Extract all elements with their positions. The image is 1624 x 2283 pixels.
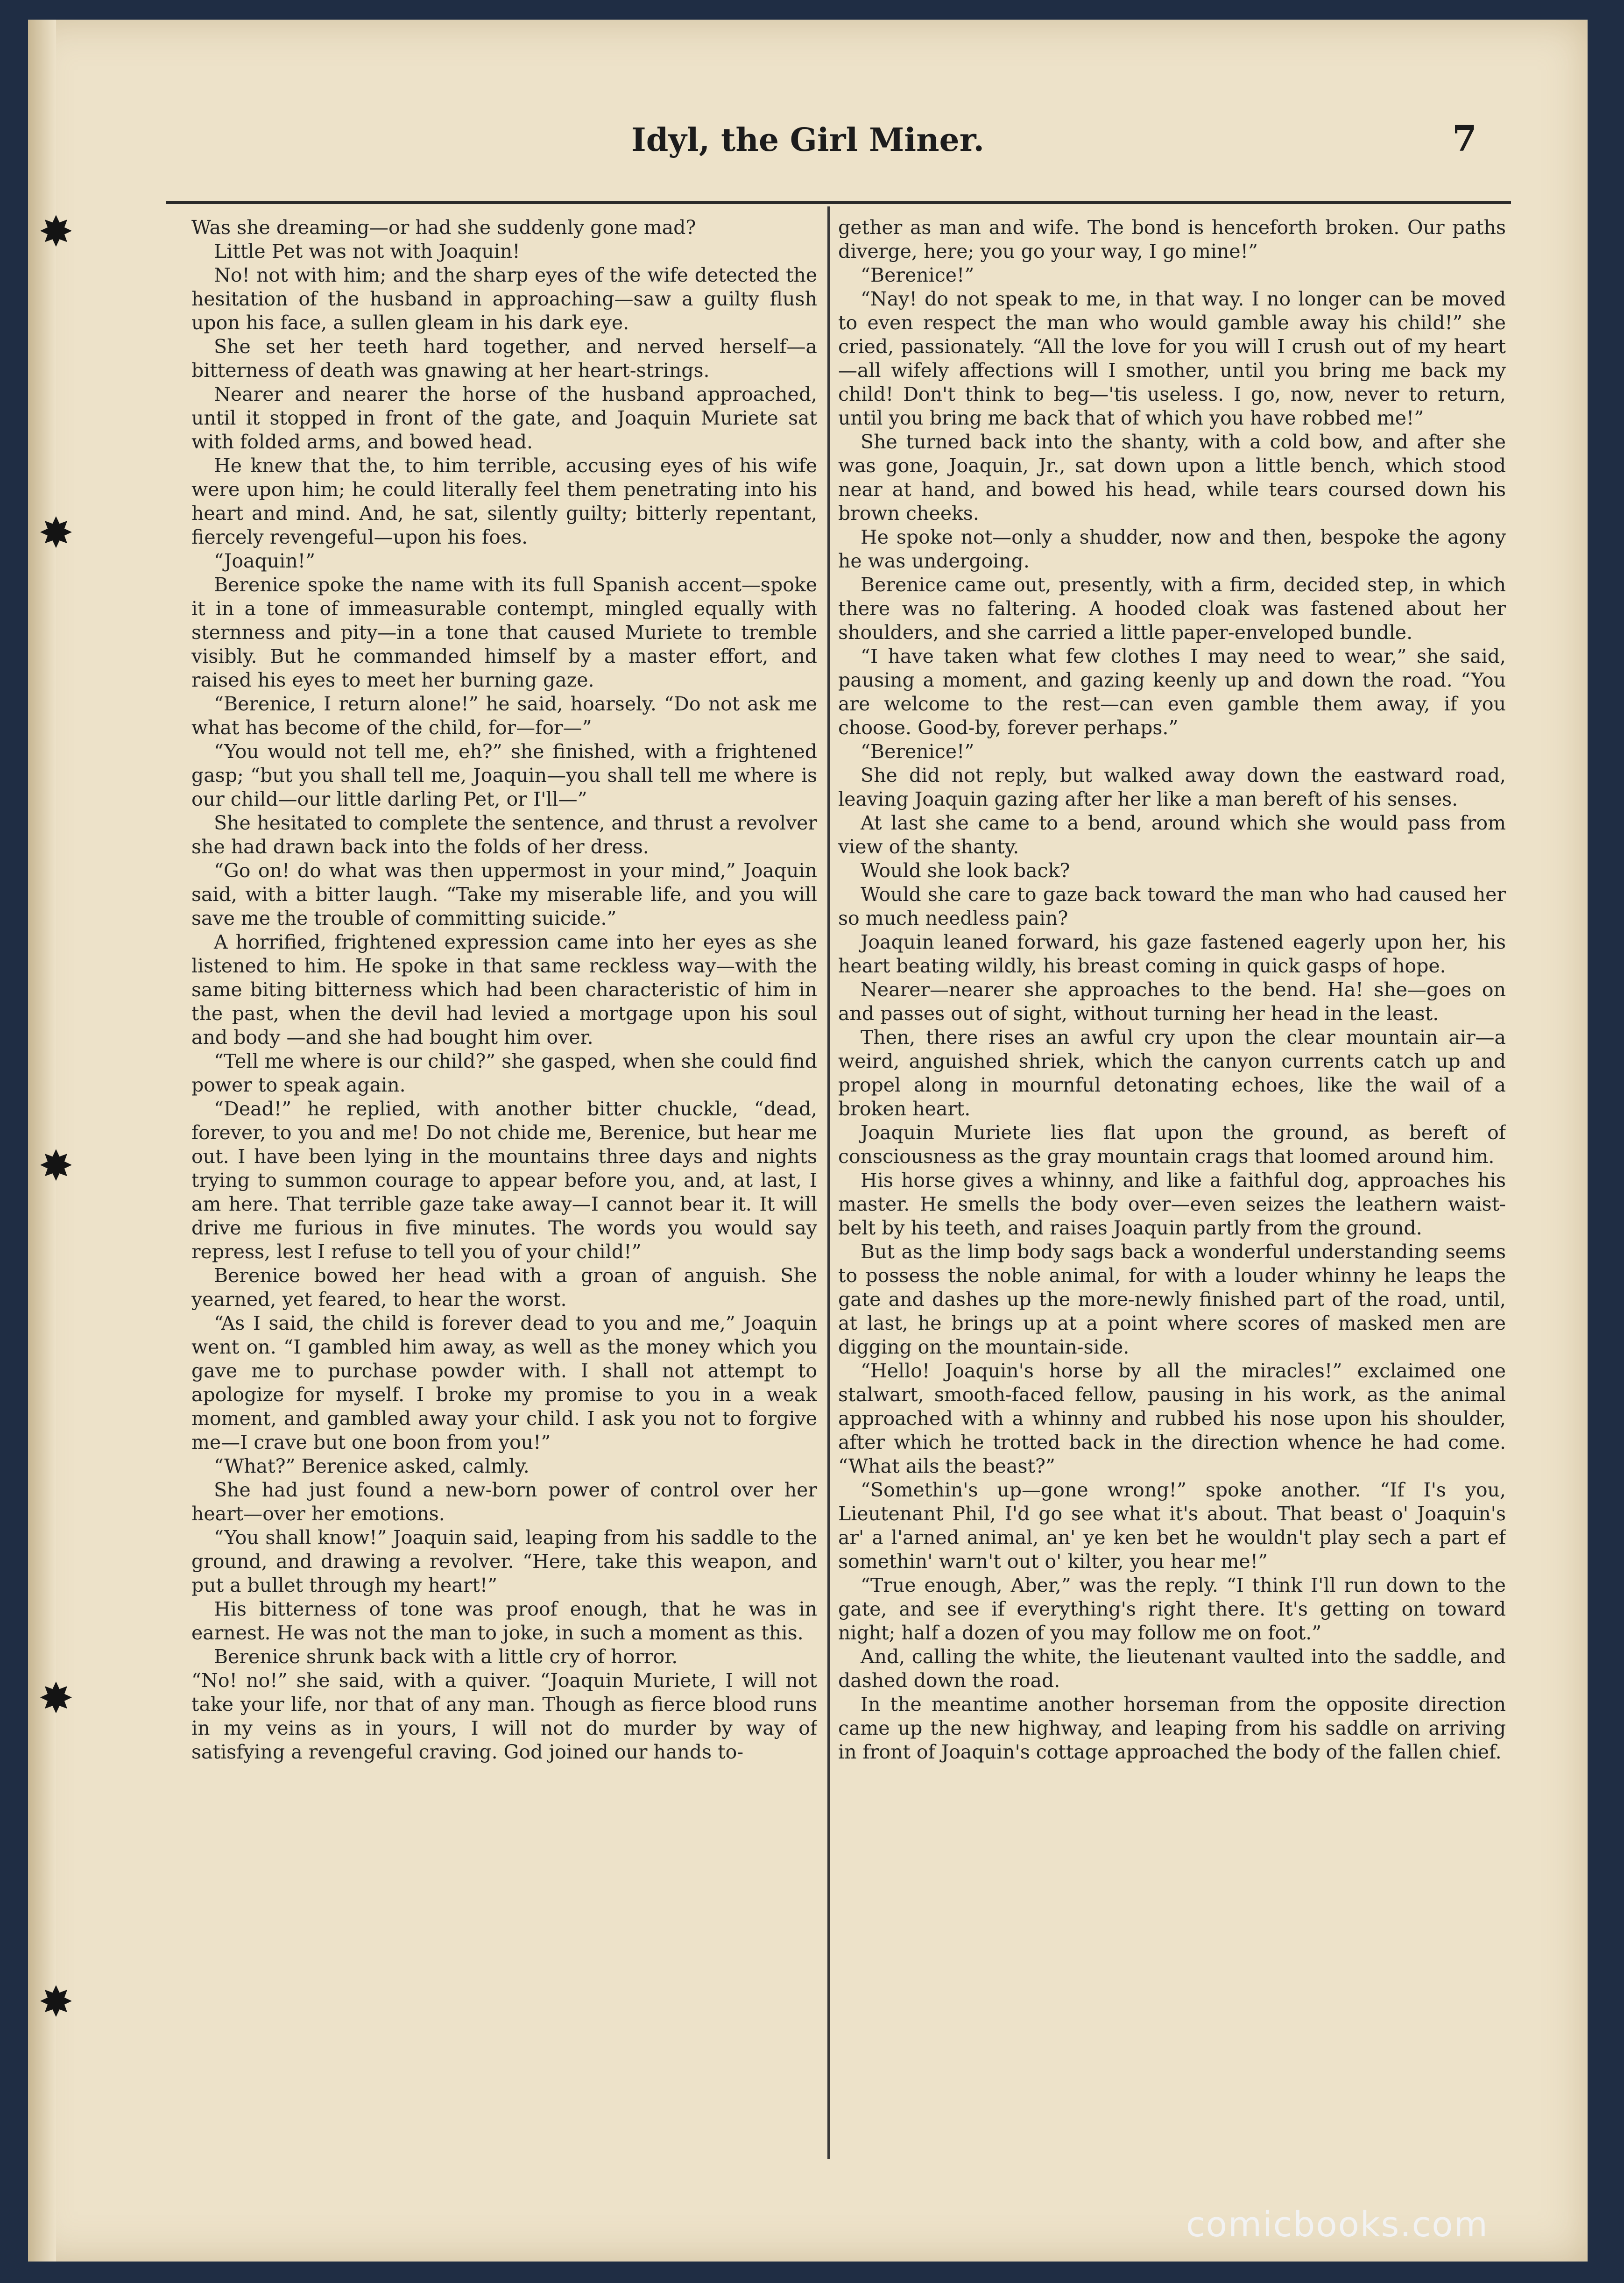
paragraph: Berenice came out, presently, with a firm, decided step, in which there was no faltering. A hooded cloak was fastened about her shoulders, and she carried a little paper-enveloped bundle. [838,574,1506,644]
paragraph: “No! no!” she said, with a quiver. “Joaquin Muriete, I will not take your life, nor that of any man. Though as fierce blood runs in my veins as in yours, I will not do murder by way of satisfying a revengeful craving. God joined our hands to- [191,1669,817,1763]
paragraph: In the meantime another horseman from the opposite direction came up the new highway, and leaping from his saddle on arriving in front of Joaquin's cottage approached the body of the fallen chief. [838,1693,1506,1763]
paragraph: Joaquin leaned forward, his gaze fastened eagerly upon her, his heart beating wildly, his breast coming in quick gasps of hope. [838,931,1506,977]
spine-shadow [28,20,56,2262]
paragraph: “Tell me where is our child?” she gasped, when she could find power to speak again. [191,1050,817,1096]
page-number: 7 [1452,118,1477,159]
paragraph: “Go on! do what was then uppermost in your mind,” Joaquin said, with a bitter laugh. “Take my miserable life, and you will save me the trouble of committing suicide.” [191,859,817,929]
binding-stitch-icon: ✸ [38,207,74,256]
paragraph: “True enough, Aber,” was the reply. “I think I'll run down to the gate, and see if everything's right there. It's getting on toward night; half a dozen of you may follow me on foot.” [838,1574,1506,1644]
paragraph: At last she came to a bend, around which she would pass from view of the shanty. [838,812,1506,858]
paragraph: She did not reply, but walked away down the eastward road, leaving Joaquin gazing after her like a man bereft of his senses. [838,764,1506,810]
paragraph: “Joaquin!” [214,550,316,572]
paragraph: His horse gives a whinny, and like a faithful dog, approaches his master. He smells the body over—even seizes the leathern waist-belt by his teeth, and raises Joaquin partly from the ground. [838,1169,1506,1239]
paragraph: Joaquin Muriete lies flat upon the ground, as bereft of consciousness as the gray mountain crags that loomed around him. [838,1121,1506,1168]
column-divider [827,206,830,2159]
paragraph: “Berenice!” [861,740,974,763]
paragraph: “Hello! Joaquin's horse by all the miracles!” exclaimed one stalwart, smooth-faced fellow, pausing in his work, as the animal approached with a whinny and rubbed his nose upon his shoulder, after which he trotted back in the direction whence he had come. “What ails the beast?” [838,1360,1506,1477]
paragraph: “You would not tell me, eh?” she finished, with a frightened gasp; “but you shall tell me, Joaquin—you shall tell me where is our child—our little darling Pet, or I'll—” [191,740,817,810]
paragraph: Would she care to gaze back toward the man who had caused her so much needless pain? [838,883,1506,929]
magazine-page [28,20,1588,2262]
paragraph: “Dead!” he replied, with another bitter chuckle, “dead, forever, to you and me! Do not chide me, Berenice, but hear me out. I have been lying in the mountains three days and nights trying to summon courage to appear before you, and, at last, I am here. That terrible gaze take away—I cannot bear it. It will drive me furious in five minutes. The words you would say repress, lest I refuse to tell you of your child!” [191,1098,817,1263]
paragraph: Was she dreaming—or had she suddenly gone mad? [191,216,696,239]
paragraph: Would she look back? [861,859,1070,882]
paragraph: Then, there rises an awful cry upon the clear mountain air—a weird, anguished shriek, which the canyon currents catch up and propel along in mournful detonating echoes, like the wail of a broken heart. [838,1026,1506,1120]
binding-stitch-icon: ✸ [38,1142,74,1191]
paragraph: Nearer—nearer she approaches to the bend. Ha! she—goes on and passes out of sight, without turning her head in the least. [838,978,1506,1025]
paragraph: Nearer and nearer the horse of the husband approached, until it stopped in front of the gate, and Joaquin Muriete sat with folded arms, and bowed head. [191,383,817,453]
binding-stitch-icon: ✸ [38,509,74,558]
paragraph: A horrified, frightened expression came into her eyes as she listened to him. He spoke in that same reckless way—with the same biting bitterness which had been characteristic of him in the past, when the devil had levied a mortgage upon his soul and body —and she had bought him over. [191,931,817,1049]
paragraph: Little Pet was not with Joaquin! [214,240,520,262]
binding-stitch-icon: ✸ [38,1674,74,1723]
paragraph: “Nay! do not speak to me, in that way. I no longer can be moved to even respect the man who would gamble away his child!” she cried, passionately. “All the love for you will I crush out of my heart—all wifely affections will I smother, until you bring me back my child! Don't think to beg—'tis useless. I go, now, never to return, until you bring me back that of which you have robbed me!” [838,288,1506,429]
paragraph: And, calling the white, the lieutenant vaulted into the saddle, and dashed down the road. [838,1645,1506,1692]
paragraph: Berenice shrunk back with a little cry of horror. [214,1645,678,1668]
site-watermark: comicbooks.com [1186,2205,1489,2245]
text-column-right [838,216,1506,2154]
paragraph: “I have taken what few clothes I may need to wear,” she said, pausing a moment, and gazing keenly up and down the road. “You are welcome to the rest—can even gamble them away, if you choose. Good-by, forever perhaps.” [838,645,1506,739]
paragraph: “You shall know!” Joaquin said, leaping from his saddle to the ground, and drawing a revolver. “Here, take this weapon, and put a bullet through my heart!” [191,1526,817,1596]
paragraph: “Berenice, I return alone!” he said, hoarsely. “Do not ask me what has become of the child, for—for—” [191,693,817,739]
paragraph: She turned back into the shanty, with a cold bow, and after she was gone, Joaquin, Jr., sat down upon a little bench, which stood near at hand, and bowed his head, while tears coursed down his brown cheeks. [838,431,1506,525]
paragraph: Berenice bowed her head with a groan of anguish. She yearned, yet feared, to hear the worst. [191,1264,817,1311]
paragraph: She had just found a new-born power of control over her heart—over her emotions. [191,1479,817,1525]
paragraph: gether as man and wife. The bond is henceforth broken. Our paths diverge, here; you go your way, I go mine!” [838,216,1506,262]
header-rule [166,201,1511,204]
paragraph: He knew that the, to him terrible, accusing eyes of his wife were upon him; he could literally feel them penetrating into his heart and mind. And, he sat, silently guilty; bitterly repentant, fiercely revengeful—upon his foes. [191,454,817,548]
running-head-title: Idyl, the Girl Miner. [631,121,985,159]
paragraph: “Berenice!” [861,264,974,286]
paragraph: No! not with him; and the sharp eyes of the wife detected the hesitation of the husband in approaching—saw a guilty flush upon his face, a sullen gleam in his dark eye. [191,264,817,334]
text-column-left [191,216,817,2154]
paragraph: His bitterness of tone was proof enough, that he was in earnest. He was not the man to joke, in such a moment as this. [191,1598,817,1644]
paragraph: “What?” Berenice asked, calmly. [214,1455,530,1477]
paragraph: Berenice spoke the name with its full Spanish accent—spoke it in a tone of immeasurable contempt, mingled equally with sternness and pity—in a tone that caused Muriete to tremble visibly. But he commanded himself by a master effort, and raised his eyes to meet her burning gaze. [191,574,817,691]
binding-stitch-icon: ✸ [38,1978,74,2027]
paragraph: He spoke not—only a shudder, now and then, bespoke the agony he was undergoing. [838,526,1506,572]
paragraph: “As I said, the child is forever dead to you and me,” Joaquin went on. “I gambled him away, as well as the money which you gave me to purchase powder with. I shall not attempt to apologize for myself. I broke my promise to you in a weak moment, and gambled away your child. I ask you not to forgive me—I crave but one boon from you!” [191,1312,817,1453]
paragraph: “Somethin's up—gone wrong!” spoke another. “If I's you, Lieutenant Phil, I'd go see what it's about. That beast o' Joaquin's ar' a l'arned animal, an' ye ken bet he wouldn't play sech a part ef somethin' warn't out o' kilter, you hear me!” [838,1479,1506,1573]
paragraph: But as the limp body sags back a wonderful understanding seems to possess the noble animal, for with a louder whinny he leaps the gate and dashes up the more-newly finished part of the road, until, at last, he brings up at a point where scores of masked men are digging on the mountain-side. [838,1241,1506,1358]
paragraph: She set her teeth hard together, and nerved herself—a bitterness of death was gnawing at her heart-strings. [191,335,817,382]
paragraph: She hesitated to complete the sentence, and thrust a revolver she had drawn back into the folds of her dress. [191,812,817,858]
